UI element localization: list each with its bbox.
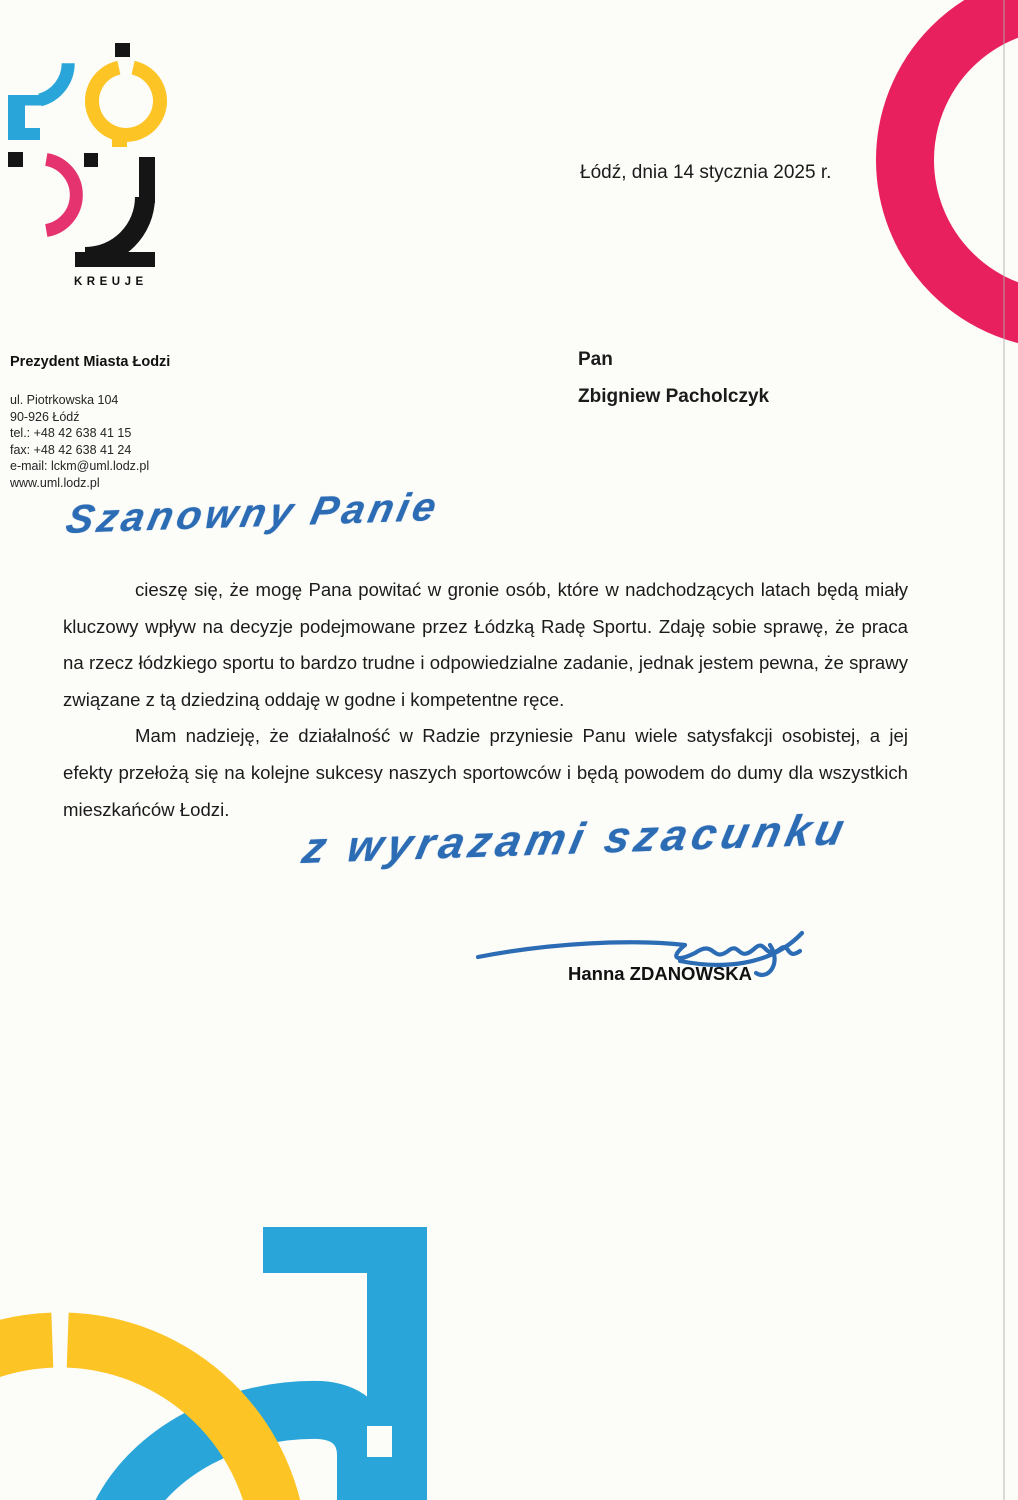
logo-letter-o-ring <box>92 68 160 135</box>
recipient-block <box>578 341 769 415</box>
handwritten-closing: z wyrazami szacunku <box>298 805 854 874</box>
lodz-logo-bottom-decor <box>0 1180 460 1500</box>
sender-address-line: tel.: +48 42 638 41 15 <box>10 426 132 441</box>
logo-letter-o-accent-dot <box>115 43 130 57</box>
scan-edge-line <box>1003 0 1005 1500</box>
sender-address-line: e-mail: lckm@uml.lodz.pl <box>10 459 150 474</box>
pink-ring-circle <box>905 0 1018 320</box>
decor-yellow-arc-left <box>0 1340 52 1369</box>
body-paragraph: cieszę się, że mogę Pana powitać w gronie osób, które w nadchodzących latach będą miały kluczowy wpływ na decyzje podejmowane przez Łódzką Radę Sportu. Zdaję sobie sprawę, że praca na rzecz łódzkiego sportu to bardzo trudne i odpowiedzialne zadanie, jednak jestem pewna, że sprawy związane z tą dziedziną oddaję w godne i kompetentne ręce. <box>63 579 908 710</box>
sender-address-line: ul. Piotrkowska 104 <box>10 393 119 407</box>
handwritten-greeting: Szanowny Panie <box>62 485 445 543</box>
sender-title: Prezydent Miasta Łodzi <box>10 354 171 370</box>
lodz-logo-top <box>0 30 180 275</box>
sender-address-line: fax: +48 42 638 41 24 <box>10 442 132 457</box>
logo-letter-l-arc <box>40 63 68 100</box>
body-paragraph: Mam nadzieję, że działalność w Radzie przyniesie Panu wiele satysfakcji osobistej, a jej efekty przełożą się na kolejne sukcesy naszych sportowców i będą powodem do dumy dla wszystkich mieszkańców Łodzi. <box>63 725 908 820</box>
date-line: Łódź, dnia 14 stycznia 2025 r. <box>580 162 832 183</box>
decor-blue-bar <box>367 1227 427 1500</box>
logo-letter-z-bottombar <box>75 252 155 267</box>
sender-address-line: 90-926 Łódź <box>10 409 80 424</box>
logo-letter-l-bottombar <box>8 128 40 140</box>
logo-square-left <box>8 152 23 167</box>
signer-name: Hanna ZDANOWSKA <box>568 963 752 984</box>
logo-square-mid <box>84 153 98 167</box>
decor-blue-bar-notch <box>367 1426 392 1457</box>
sender-address-line: www.uml.lodz.pl <box>10 475 100 490</box>
letter-body <box>63 572 908 828</box>
recipient-name: Zbigniew Pacholczyk <box>578 386 770 407</box>
sender-block <box>10 354 170 492</box>
recipient-salutation: Pan <box>578 349 613 370</box>
decor-pink-ring <box>872 0 1018 350</box>
logo-kreuje-label: KREUJE <box>74 276 148 288</box>
logo-letter-z-stub <box>139 157 155 203</box>
logo-letter-d-arc <box>46 160 76 231</box>
decor-blue-arm <box>263 1227 367 1273</box>
logo-letter-o-tail <box>112 130 127 147</box>
sender-address <box>10 392 170 492</box>
